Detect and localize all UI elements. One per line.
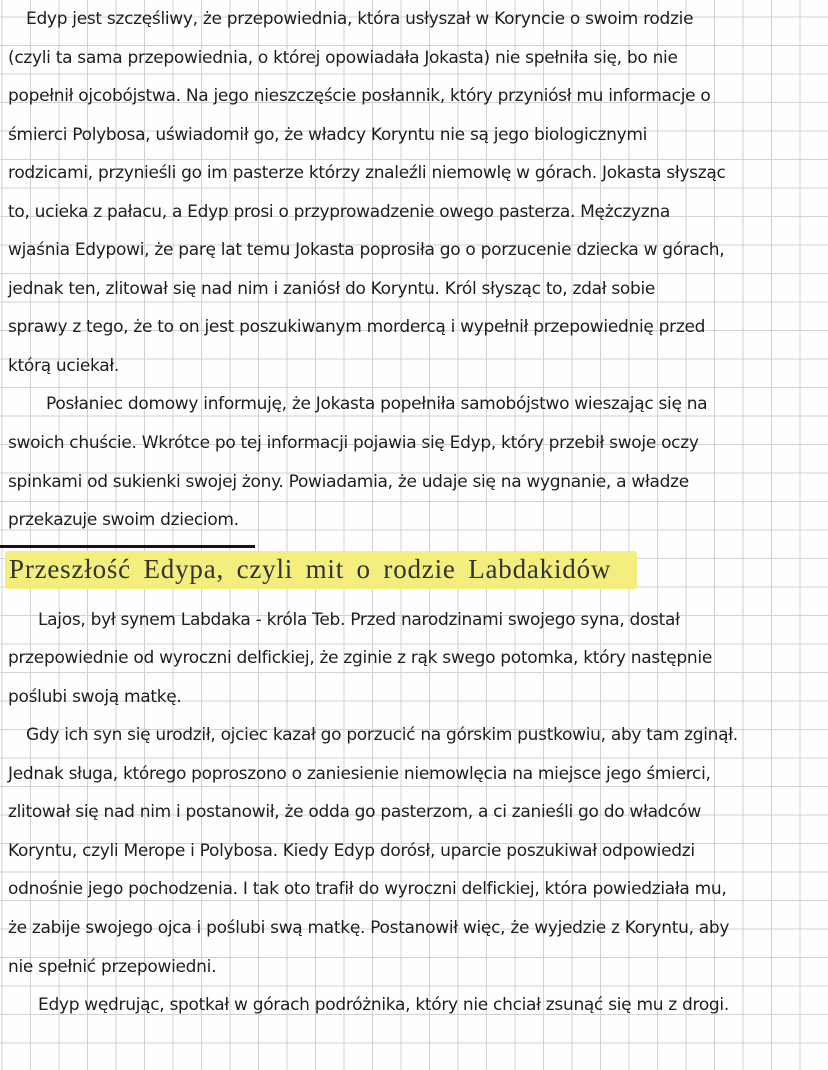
text-line: Posłaniec domowy informuję, że Jokasta popełniła samobójstwo wieszając się na — [46, 394, 708, 415]
text-line: zlitował się nad nim i postanowił, że odda go pasterzom, a ci zanieśli go do władców — [8, 802, 701, 823]
paragraph-oedipus-journey — [0, 986, 828, 1025]
text-line: sprawy z tego, że to on jest poszukiwanym mordercą i wypełnił przepowiednię przed — [8, 317, 706, 338]
text-line: rodzicami, przynieśli go im pasterze którzy znaleźli niemowlę w górach. Jokasta słysząc — [8, 163, 726, 184]
text-line: poślubi swoją matkę. — [8, 686, 182, 707]
text-line: śmierci Polybosa, uświadomił go, że władcy Koryntu nie są jego biologicznymi — [8, 124, 648, 145]
text-line: (czyli ta sama przepowiednia, o której opowiadała Jokasta) nie spełniła się, bo nie — [8, 47, 678, 68]
text-line: Edyp wędrując, spotkał w górach podróżnika, który nie chciał zsunąć się mu z drogi. — [38, 995, 729, 1016]
section-heading — [0, 550, 828, 596]
text-line: to, ucieka z pałacu, a Edyp prosi o przyprowadzenie owego pasterza. Mężczyzna — [8, 201, 670, 222]
text-line: wjaśnia Edypowi, że parę lat temu Jokasta poprosiła go o porzucenie dziecka w górach, — [8, 240, 725, 261]
text-line: Koryntu, czyli Merope i Polybosa. Kiedy Edyp dorósł, uparcie poszukiwał odpowiedzi — [8, 840, 695, 861]
text-line: spinkami od sukienki swojej żony. Powiadamia, że udaje się na wygnanie, a władze — [8, 471, 689, 492]
text-line: odnośnie jego pochodzenia. I tak oto trafił do wyroczni delfickiej, która powiedziała mu, — [8, 879, 727, 900]
text-line: przepowiednie od wyroczni delfickiej, że zginie z rąk swego potomka, który następnie — [8, 648, 712, 669]
text-line: Lajos, był synem Labdaka - króla Teb. Przed narodzinami swojego syna, dostał — [38, 609, 680, 630]
text-line: nie spełnić przepowiedni. — [8, 956, 217, 977]
highlighted-heading-text: Przeszłość Edypa, czyli mit o rodzie Labdakidów — [5, 551, 637, 589]
text-line: Jednak sługa, którego poproszono o zaniesienie niemowlęcia na miejsce jego śmierci, — [8, 763, 711, 784]
paragraph-oedipus-prophecy-revealed — [0, 0, 828, 385]
text-line: którą uciekał. — [8, 355, 120, 376]
text-line: popełnił ojcobójstwa. Na jego nieszczęście posłannik, który przyniósł mu informacje o — [8, 86, 711, 107]
text-line: Gdy ich syn się urodził, ojciec kazał go porzucić na górskim pustkowiu, aby tam zginął. — [26, 725, 738, 746]
paragraph-jocasta-suicide — [0, 385, 828, 539]
text-line: jednak ten, zlitował się nad nim i zaniósł do Koryntu. Król słysząc to, zdał sobie — [8, 278, 656, 299]
paragraph-lajos-prophecy — [0, 601, 828, 717]
text-line: przekazuje swoim dzieciom. — [8, 510, 239, 531]
section-divider-line — [0, 545, 255, 548]
section-heading-block — [0, 545, 828, 601]
text-line: że zabije swojego ojca i poślubi swą matkę. Postanowił więc, że wyjedzie z Koryntu, aby — [8, 918, 730, 939]
text-line: swoich chuście. Wkrótce po tej informacji pojawia się Edyp, który przebił swoje oczy — [8, 433, 699, 454]
paragraph-oedipus-childhood — [0, 716, 828, 986]
text-line: Edyp jest szczęśliwy, że przepowiednia, która usłyszał w Koryncie o swoim rodzie — [26, 9, 694, 29]
